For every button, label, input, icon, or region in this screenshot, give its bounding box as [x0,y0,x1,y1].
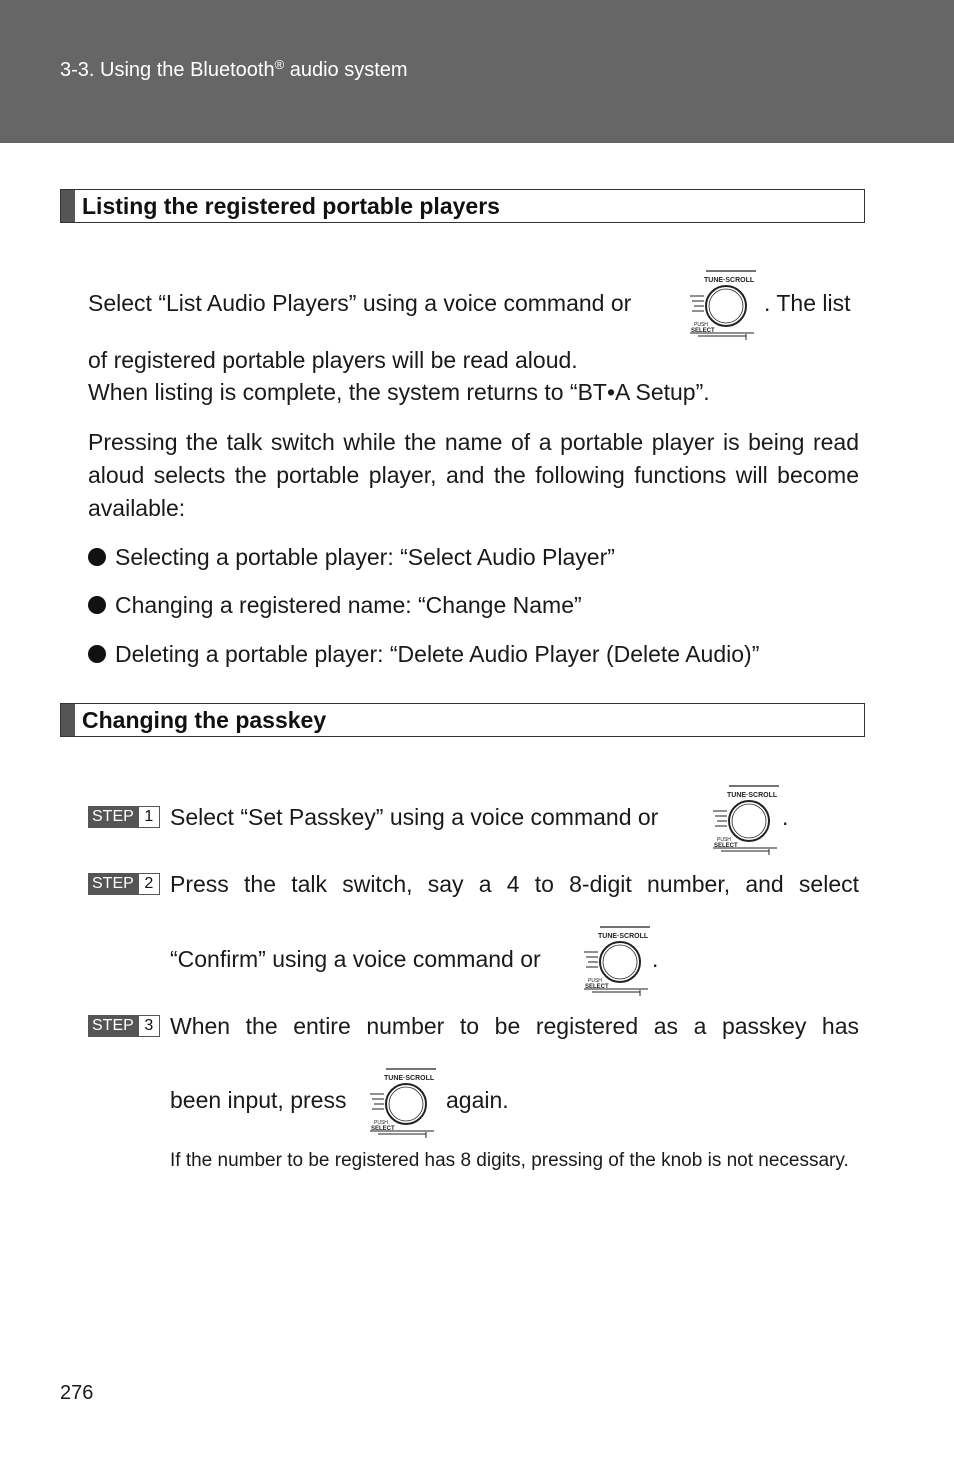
step-text: “Confirm” using a voice command or [170,946,541,972]
knob-svg [368,1066,438,1138]
step-badge [88,1015,160,1037]
step-badge [88,806,160,828]
step-text: Select “Set Passkey” using a voice command or [170,804,659,830]
svg-text:SELECT: SELECT [714,843,738,849]
paragraph-line: of registered portable players will be read aloud. [88,347,578,373]
section-heading-passkey [60,703,865,737]
heading-bar [61,190,75,222]
svg-text:SELECT: SELECT [691,328,715,334]
step-text: again. [446,1087,509,1113]
svg-text:PUSH: PUSH [717,837,731,843]
header-band [0,0,954,143]
page-number: 276 [60,1382,94,1404]
paragraph-line: . The list [764,290,851,316]
step-number: 2 [138,873,160,895]
bullet-item: Changing a registered name: “Change Name” [88,589,582,622]
bullet-dot-icon [88,548,106,566]
bullet-item: Deleting a portable player: “Delete Audio Player (Delete Audio)” [88,638,759,671]
svg-text:SELECT: SELECT [585,984,609,990]
section-heading-label: Changing the passkey [82,707,327,733]
bullet-dot-icon [88,645,106,663]
step-text: Press the talk switch, say a 4 to 8-digit number, and select [170,871,859,897]
paragraph: Pressing the talk switch while the name of a portable player is being read aloud selects the portable player, and the following functions will become available: [88,429,859,521]
section-heading-listing [60,189,865,223]
paragraph-line: When listing is complete, the system returns to “BT•A Setup”. [88,379,710,405]
step-number: 1 [138,806,160,828]
bullet-item: Selecting a portable player: “Select Audio Player” [88,541,615,574]
step-label: STEP [88,806,138,828]
chapter-title: 3-3. Using the Bluetooth® audio system [60,57,408,81]
step-number: 3 [138,1015,160,1037]
svg-text:TUNE·SCROLL: TUNE·SCROLL [727,792,778,799]
step-text: When the entire number to be registered as a passkey has [170,1013,859,1039]
step-label: STEP [88,1015,138,1037]
paragraph-line: Select “List Audio Players” using a voice command or [88,290,632,316]
knob-svg [688,268,758,340]
svg-text:SELECT: SELECT [371,1126,395,1132]
svg-text:PUSH: PUSH [588,978,602,984]
step-text: been input, press [170,1087,347,1113]
step-badge [88,873,160,895]
bullet-dot-icon [88,596,106,614]
svg-text:TUNE·SCROLL: TUNE·SCROLL [384,1075,435,1082]
knob-svg [711,783,781,855]
knob-svg [582,924,652,996]
svg-text:TUNE·SCROLL: TUNE·SCROLL [704,277,755,284]
tune-scroll-knob-icon [688,268,758,340]
tune-scroll-knob-icon [711,783,781,855]
section-heading-label: Listing the registered portable players [82,193,500,219]
svg-text:PUSH: PUSH [694,322,708,328]
heading-bar [61,704,75,736]
tune-scroll-knob-icon [368,1066,438,1138]
step-label: STEP [88,873,138,895]
tune-scroll-knob-icon [582,924,652,996]
step-text: . [782,804,789,830]
svg-text:TUNE·SCROLL: TUNE·SCROLL [598,933,649,940]
step-text: . [652,946,659,972]
svg-text:PUSH: PUSH [374,1120,388,1126]
step-note: If the number to be registered has 8 digits, pressing of the knob is not necessary. [170,1150,849,1171]
